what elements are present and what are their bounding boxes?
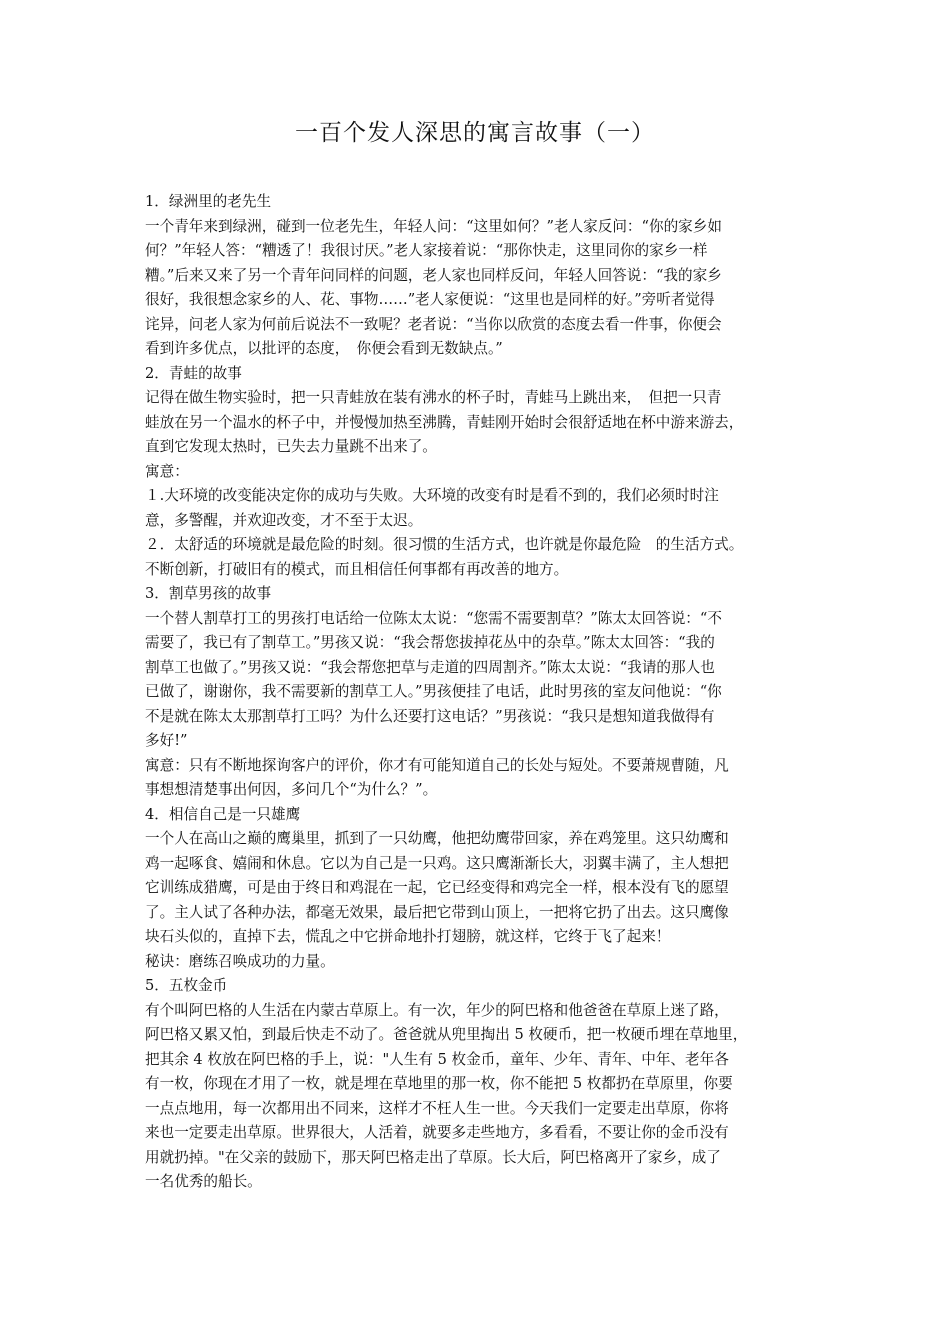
document-body [145, 190, 809, 1195]
text-line: 一个青年来到绿洲，碰到一位老先生，年轻人问：“这里如何？”老人家反问：“你的家乡如 [145, 217, 722, 235]
text-line: 很好，我很想念家乡的人、花、事物……”老人家便说：“这里也是同样的好。”旁听者觉得 [145, 291, 715, 308]
text-line: 割草工也做了。”男孩又说：“我会帮您把草与走道的四周割齐。”陈太太说：“我请的那人也 [145, 658, 715, 676]
text-line: 5．五枚金币 [145, 977, 228, 994]
text-line: 已做了，谢谢你，我不需要新的割草工人。”男孩便挂了电话，此时男孩的室友问他说：“你 [145, 683, 722, 700]
text-line: 蛙放在另一个温水的杯子中，并慢慢加热至沸腾，青蛙刚开始时会很舒适地在杯中游来游去， [145, 413, 744, 431]
text-line: 需要了，我已有了割草工。”男孩又说：“我会帮您拔掉花丛中的杂草。”陈太太回答：“我的 [145, 634, 715, 651]
text-line: 记得在做生物实验时，把一只青蛙放在装有沸水的杯子时，青蛙马上跳出来， 但把一只青 [145, 389, 722, 406]
text-line: 把其余 4 枚放在阿巴格的手上，说："人生有 5 枚金币，童年、少年、青年、中年、老年各 [145, 1050, 729, 1068]
text-line: 秘诀：磨练召唤成功的力量。 [145, 952, 335, 970]
text-line: 了。主人试了各种办法，都毫无效果，最后把它带到山顶上，一把将它扔了出去。这只鹰像 [145, 903, 729, 921]
text-line: 来也一定要走出草原。世界很大，人活着，就要多走些地方，多看看，不要让你的金币没有 [145, 1124, 729, 1141]
text-line: 直到它发现太热时，已失去力量跳不出来了。 [145, 438, 437, 455]
text-line: 鸡一起啄食、嬉闹和休息。它以为自己是一只鸡。这只鹰渐渐长大，羽翼丰满了，主人想把 [145, 854, 729, 872]
text-line: 用就扔掉。"在父亲的鼓励下，那天阿巴格走出了草原。长大后，阿巴格离开了家乡，成了 [145, 1148, 721, 1166]
text-line: 一名优秀的船长。 [145, 1173, 262, 1190]
text-line: 看到许多优点，以批评的态度， 你便会看到无数缺点。” [145, 340, 503, 357]
text-line: 3．割草男孩的故事 [145, 585, 272, 602]
text-line: 一点点地用，每一次都用出不同来，这样才不枉人生一世。今天我们一定要走出草原，你将 [145, 1099, 729, 1117]
text-line: 意，多警醒，并欢迎改变，才不至于太迟。 [145, 511, 423, 529]
document-title: 一百个发人深思的寓言故事（一） [295, 120, 655, 146]
text-line: 块石头似的，直掉下去，慌乱之中它拼命地扑打翅膀，就这样，它终于飞了起来！ [145, 928, 671, 945]
text-line: 有一枚，你现在才用了一枚，就是埋在草地里的那一枚，你不能把 5 枚都扔在草原里，你要 [145, 1075, 733, 1092]
text-line: 寓意：只有不断地探询客户的评价，你才有可能知道自己的长处与短处。不要萧规曹随，凡 [145, 756, 729, 774]
text-line: 事想想清楚事出何因，多问几个“为什么？”。 [145, 781, 438, 798]
text-line: 一个替人割草打工的男孩打电话给一位陈太太说：“您需不需要割草？”陈太太回答说：“不 [145, 609, 722, 627]
text-line: １.大环境的改变能决定你的成功与失败。大环境的改变有时是看不到的，我们必须时时注 [145, 487, 719, 504]
text-line: 有个叫阿巴格的人生活在内蒙古草原上。有一次，年少的阿巴格和他爸爸在草原上迷了路， [145, 1001, 729, 1019]
text-line: 诧异，问老人家为何前后说法不一致呢？老者说：“当你以欣赏的态度去看一件事，你便会 [145, 315, 722, 333]
text-line: 何？”年轻人答：“糟透了！我很讨厌。”老人家接着说：“那你快走，这里同你的家乡一样 [145, 242, 708, 259]
text-line: 多好!” [145, 732, 188, 749]
text-line: 1．绿洲里的老先生 [145, 193, 272, 210]
text-line: 它训练成猎鹰，可是由于终日和鸡混在一起，它已经变得和鸡完全一样，根本没有飞的愿望 [145, 879, 729, 896]
text-line: 4．相信自己是一只雄鹰 [145, 805, 301, 823]
text-line: 不断创新，打破旧有的模式，而且相信任何事都有再改善的地方。 [145, 560, 569, 578]
text-line: 寓意： [145, 462, 189, 480]
text-line: 阿巴格又累又怕，到最后快走不动了。爸爸就从兜里掏出 5 枚硬币，把一枚硬币埋在草地里， [145, 1026, 748, 1043]
text-line: 一个人在高山之巅的鹰巢里，抓到了一只幼鹰，他把幼鹰带回家，养在鸡笼里。这只幼鹰和 [145, 830, 729, 847]
text-line: 2．青蛙的故事 [145, 364, 242, 382]
text-line: ２．太舒适的环境就是最危险的时刻。很习惯的生活方式，也许就是你最危险 的生活方式。 [145, 536, 744, 553]
text-line: 糟。”后来又来了另一个青年问同样的问题，老人家也同样反问，年轻人回答说：“我的家乡 [145, 266, 722, 284]
text-line: 不是就在陈太太那割草打工吗？为什么还要打这电话？”男孩说：“我只是想知道我做得有 [145, 707, 715, 725]
